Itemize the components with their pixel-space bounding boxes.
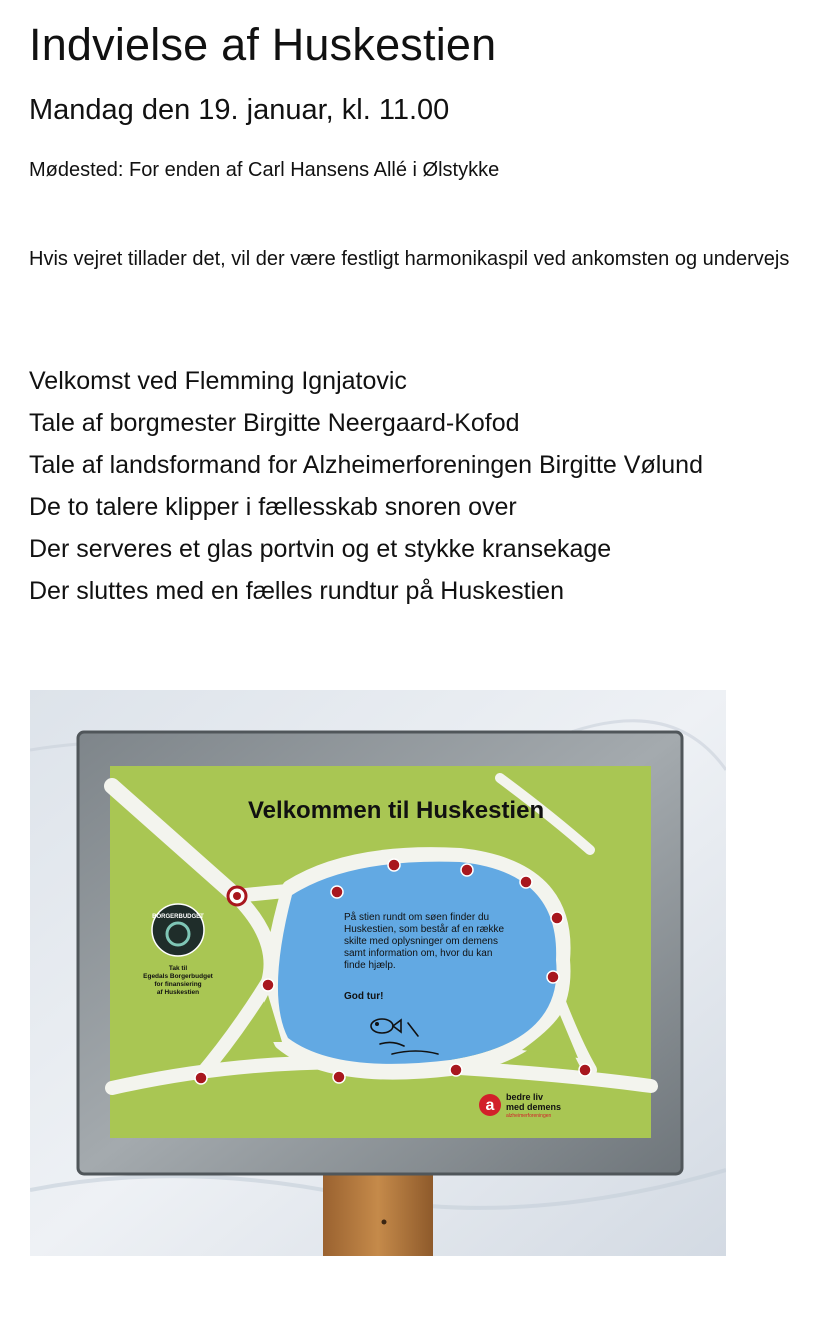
lake-text-line: samt information om, hvor du kan: [344, 948, 493, 959]
meeting-place: Mødested: For enden af Carl Hansens Allé i Ølstykke: [29, 159, 500, 181]
lake-text-line: finde hjælp.: [344, 960, 396, 971]
borgerbudget-badge: [152, 904, 204, 956]
program-item: Tale af borgmester Birgitte Neergaard-Kofod: [29, 409, 520, 437]
weather-note: Hvis vejret tillader det, vil der være festligt harmonikaspil ved ankomsten og undervejs: [29, 248, 790, 270]
program-item: Velkomst ved Flemming Ignjatovic: [29, 367, 407, 395]
program-item: De to talere klipper i fællesskab snoren over: [29, 493, 517, 521]
sign-heading: Velkommen til Huskestien: [248, 797, 545, 824]
badge-text: BORGERBUDGET: [152, 914, 204, 920]
logo-line: alzheimerforeningen: [506, 1113, 552, 1119]
svg-text:a: a: [485, 1097, 495, 1114]
lake-text-line: På stien rundt om søen finder du: [344, 912, 490, 923]
thanks-line: Egedals Borgerbudget: [143, 973, 213, 980]
thanks-line: for finansiering: [154, 981, 202, 988]
sign-photo: [30, 690, 726, 1256]
program-item: Der sluttes med en fælles rundtur på Huskestien: [29, 577, 564, 605]
program-item: Der serveres et glas portvin og et stykke kransekage: [29, 535, 612, 563]
thanks-line: af Huskestien: [156, 989, 200, 996]
page-title: Indvielse af Huskestien: [29, 19, 497, 70]
farewell-text: God tur!: [344, 991, 384, 1002]
lake-text-line: skilte med oplysninger om demens: [344, 936, 498, 947]
program-list: [29, 360, 703, 612]
thanks-line: Tak til: [168, 965, 188, 972]
logo-line: med demens: [506, 1102, 562, 1112]
logo-line: bedre liv: [506, 1092, 544, 1102]
program-item: Tale af landsformand for Alzheimerforeningen Birgitte Vølund: [29, 451, 703, 479]
lake-text-line: Huskestien, som består af en række: [344, 924, 505, 935]
lake: [278, 862, 557, 1064]
event-date: Mandag den 19. januar, kl. 11.00: [29, 94, 450, 126]
